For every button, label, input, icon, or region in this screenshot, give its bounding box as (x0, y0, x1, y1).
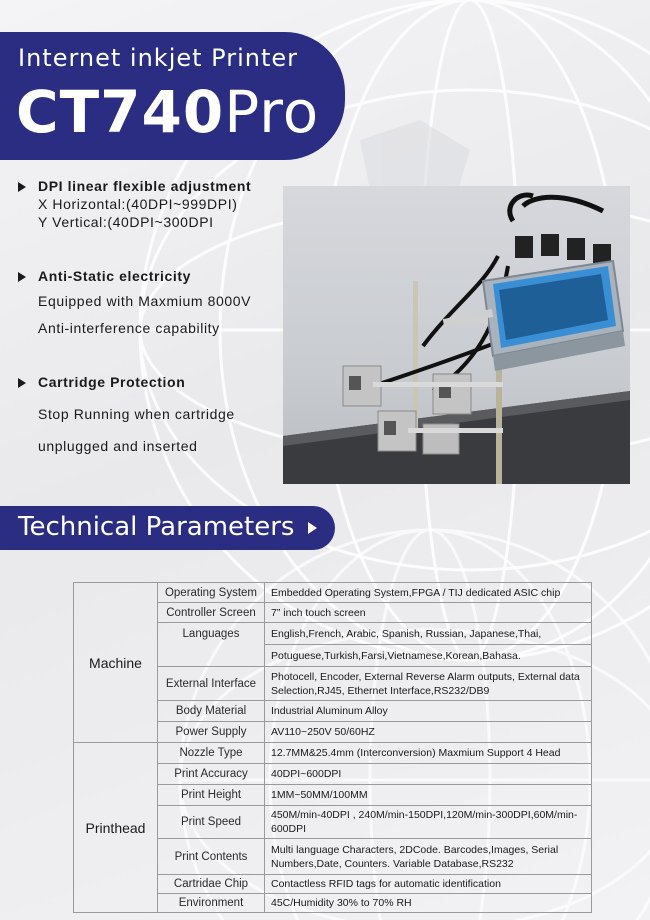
spec-value: English,French, Arabic, Spanish, Russian, Japanese,Thai, (265, 623, 592, 645)
feature-line: unplugged and inserted (38, 438, 198, 454)
product-title (16, 80, 319, 144)
product-photo (283, 186, 630, 484)
spec-value: Embedded Operating System,FPGA / TIJ dedicated ASIC chip (265, 583, 592, 603)
spec-label: Body Material (158, 701, 265, 722)
spec-label: Print Speed (158, 806, 265, 839)
feature-line: Equipped with Maxmium 8000V (38, 293, 252, 309)
bullet-arrow-icon (18, 272, 26, 282)
spec-value: Industrial Aluminum Alloy (265, 701, 592, 722)
feature-line: X Horizontal:(40DPI~999DPI) (38, 196, 238, 212)
feature-title: DPI linear flexible adjustment (38, 178, 252, 194)
spec-value: Potuguese,Turkish,Farsi,Vietnamese,Korean,Bahasa. (265, 645, 592, 667)
spec-value: 450M/min-40DPI , 240M/min-150DPI,120M/min-300DPI,60M/min-600DPI (265, 806, 592, 839)
spec-label: Nozzle Type (158, 743, 265, 764)
spec-label: Environment (158, 894, 265, 913)
feature-line: Stop Running when cartridge (38, 406, 235, 422)
spec-label: Operating System (158, 583, 265, 603)
spec-value: 40DPI~600DPI (265, 764, 592, 785)
group-printhead: Printhead (74, 743, 158, 913)
product-title-bold: CT740 (16, 78, 225, 146)
section-banner (0, 506, 335, 550)
spec-value: 1MM~50MM/100MM (265, 785, 592, 806)
spec-label: Power Supply (158, 722, 265, 743)
spec-label: Print Contents (158, 839, 265, 875)
spec-value: 7” inch touch screen (265, 603, 592, 623)
spec-value: Multi language Characters, 2DCode. Barcodes,Images, Serial Numbers,Date, Counters. Variable Database,RS232 (265, 839, 592, 875)
spec-value: Photocell, Encoder, External Reverse Alarm outputs, External data Selection,RJ45, Ethernet Interface,RS232/DB9 (265, 667, 592, 701)
spec-label: Languages (158, 623, 265, 667)
arrow-right-icon (308, 522, 317, 534)
group-machine: Machine (74, 583, 158, 743)
table-row (74, 583, 592, 603)
spec-label: External Interface (158, 667, 265, 701)
spec-value: AV110~250V 50/60HZ (265, 722, 592, 743)
spec-value: Contactless RFID tags for automatic identification (265, 875, 592, 894)
bullet-arrow-icon (18, 182, 26, 192)
feature-title: Anti-Static electricity (38, 268, 192, 284)
table-row (74, 743, 592, 764)
spec-value: 12.7MM&25.4mm (Interconversion) Maxmium Support 4 Head (265, 743, 592, 764)
section-title: Technical Parameters (18, 512, 295, 542)
spec-label: Controller Screen (158, 603, 265, 623)
spec-label: Cartridae Chip (158, 875, 265, 894)
specs-table (73, 582, 592, 913)
product-title-light: Pro (224, 78, 320, 146)
spec-label: Print Accuracy (158, 764, 265, 785)
feature-line: Y Vertical:(40DPI~300DPI (38, 214, 214, 230)
feature-title: Cartridge Protection (38, 374, 186, 390)
spec-label: Print Height (158, 785, 265, 806)
product-subtitle: Internet inkjet Printer (18, 44, 299, 72)
spec-value: 45C/Humidity 30% to 70% RH (265, 894, 592, 913)
printer-illustration (283, 186, 630, 484)
bullet-arrow-icon (18, 378, 26, 388)
feature-line: Anti-interference capability (38, 320, 220, 336)
